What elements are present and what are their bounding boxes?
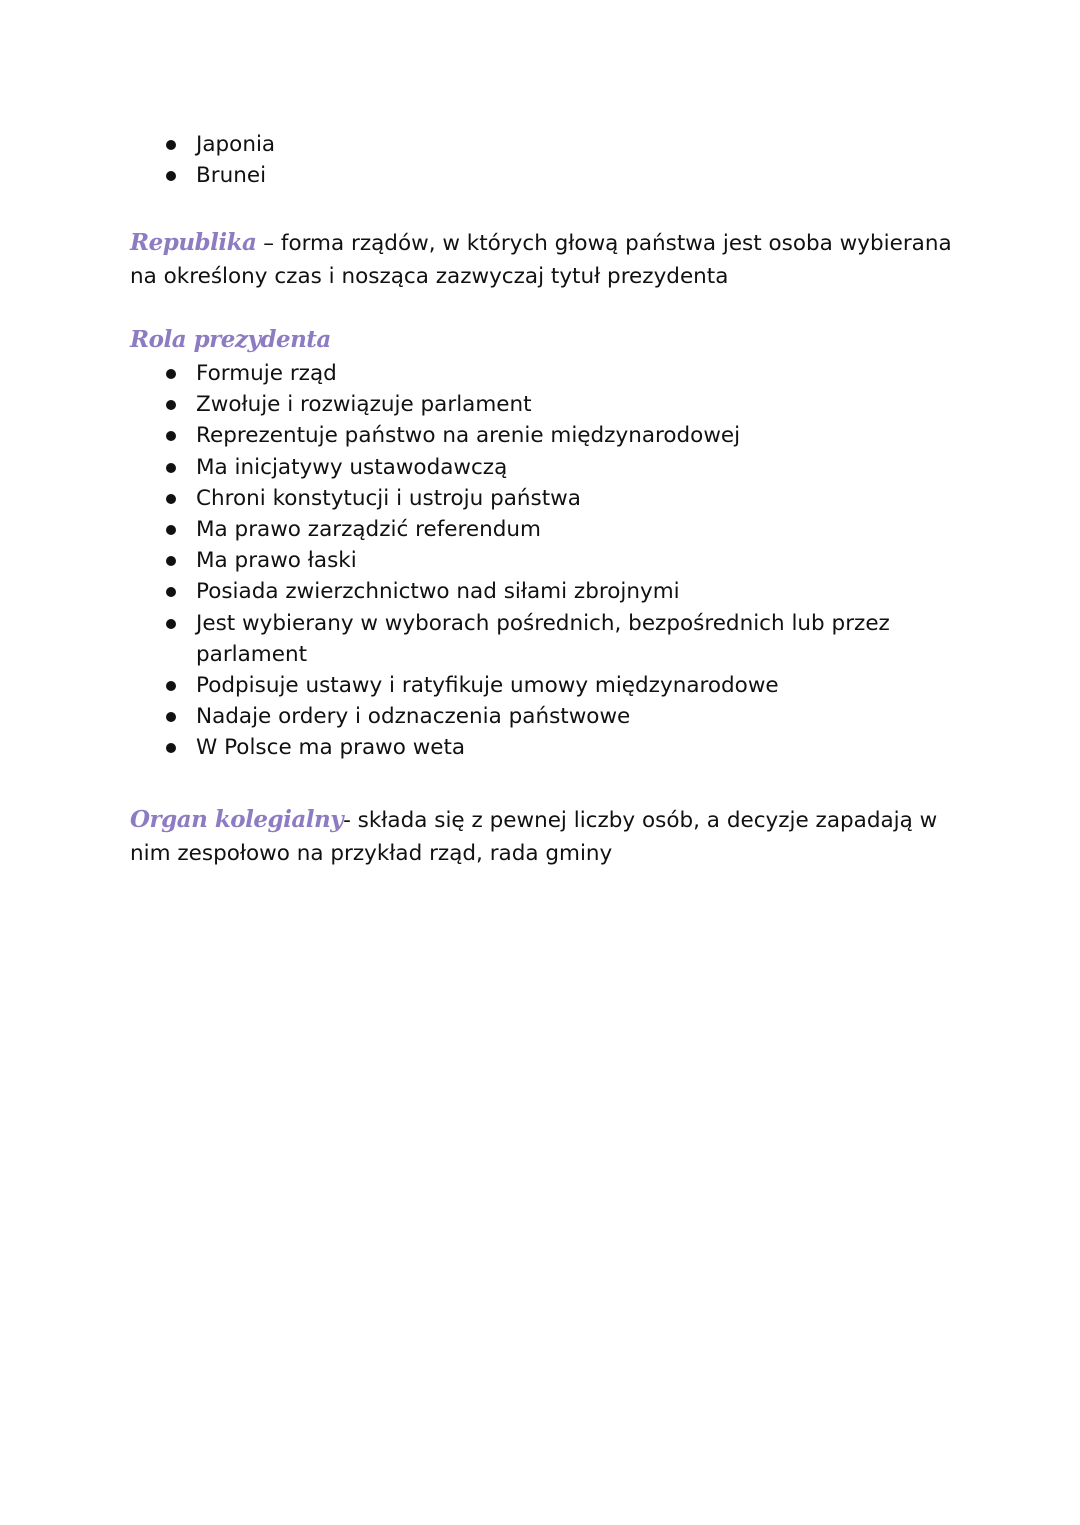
rola-prezydenta-heading: Rola prezydenta: [130, 326, 331, 353]
list-item: [130, 389, 960, 420]
list-item: [130, 608, 960, 670]
list-item-text: Nadaje ordery i odznaczenia państwowe: [196, 704, 631, 730]
bullet-icon: [166, 494, 176, 504]
bullet-icon: [166, 525, 176, 535]
bullet-icon: [166, 171, 176, 181]
bullet-icon: [166, 681, 176, 691]
organ-kolegialny-text: - składa się z pewnej liczby osób, a decyzje zapadają w nim zespołowo na przykład rząd, rada gminy: [130, 808, 938, 866]
list-item: [130, 545, 960, 576]
bullet-icon: [166, 369, 176, 379]
list-item-text: Posiada zwierzchnictwo nad siłami zbrojnymi: [196, 579, 680, 605]
bullet-icon: [166, 587, 176, 597]
list-item: [130, 160, 950, 191]
list-item-text: Chroni konstytucji i ustroju państwa: [196, 485, 581, 511]
list-item: [130, 420, 960, 451]
republika-definition: [130, 226, 960, 293]
list-item: [130, 576, 960, 607]
list-item-text: Reprezentuje państwo na arenie międzynarodowej: [196, 423, 741, 449]
list-item-text: Brunei: [196, 163, 267, 189]
list-item-text: Ma prawo łaski: [196, 548, 357, 574]
bullet-icon: [166, 712, 176, 722]
bullet-icon: [166, 463, 176, 473]
list-item-text: Ma prawo zarządzić referendum: [196, 517, 541, 543]
list-item: [130, 452, 960, 483]
organ-kolegialny-definition: [130, 803, 960, 870]
bullet-icon: [166, 400, 176, 410]
list-item: [130, 358, 960, 389]
list-item: [130, 670, 960, 701]
rola-prezydenta-list: [130, 358, 960, 764]
bullet-icon: [166, 140, 176, 150]
country-list: [130, 129, 950, 191]
list-item-text: Formuje rząd: [196, 361, 337, 386]
organ-kolegialny-term: Organ kolegialny: [130, 806, 344, 833]
list-item-text: Podpisuje ustawy i ratyfikuje umowy międzynarodowe: [196, 673, 779, 699]
list-item-text: W Polsce ma prawo weta: [196, 735, 466, 761]
republika-text: – forma rządów, w których głową państwa jest osoba wybierana na określony czas i nosząca zazwyczaj tytuł prezydenta: [130, 231, 952, 289]
list-item-text: Japonia: [196, 132, 276, 157]
republika-term: Republika: [130, 229, 257, 256]
bullet-icon: [166, 619, 176, 629]
list-item: [130, 732, 960, 763]
list-item: [130, 129, 950, 160]
list-item-text: Zwołuje i rozwiązuje parlament: [196, 392, 532, 418]
list-item-text: Ma inicjatywy ustawodawczą: [196, 454, 508, 480]
list-item: [130, 483, 960, 514]
bullet-icon: [166, 431, 176, 441]
list-item-text: Jest wybierany w wyborach pośrednich, bezpośrednich lub przez parlament: [196, 610, 890, 667]
bullet-icon: [166, 556, 176, 566]
bullet-icon: [166, 743, 176, 753]
list-item: [130, 514, 960, 545]
list-item: [130, 701, 960, 732]
